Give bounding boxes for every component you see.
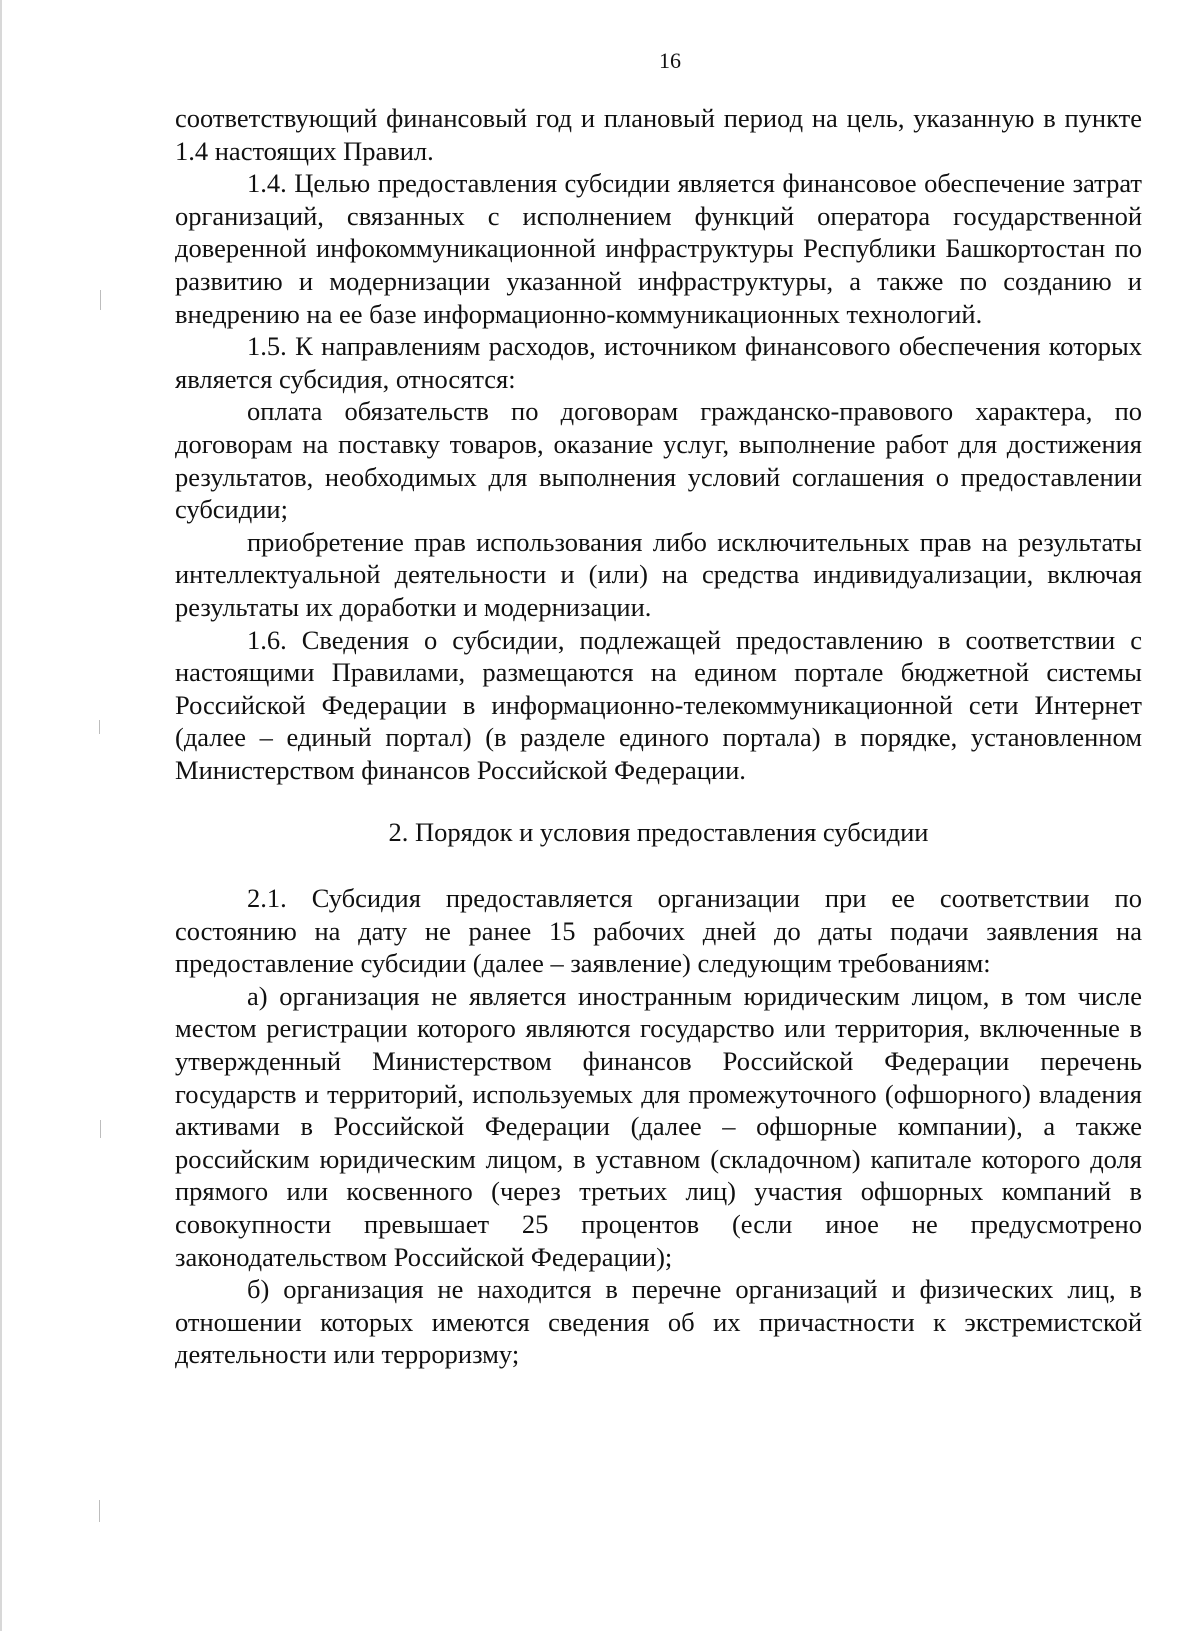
paragraph-2-1-a: а) организация не является иностранным юридическим лицом, в том числе местом регистрации которого являются государство или территория, включенные в утвержденный Министерством финансов Российской Федерации перечень государств и территорий, используемых для промежуточного (офшорного) владения активами в Российской Федерации (далее – офшорные компании), а также российским юридическим лицом, в уставном (складочном) капитале которого доля прямого или косвенного (через третьих лиц) участия офшорных компаний в совокупности превышает 25 процентов (если иное не предусмотрено законодательством Российской Федерации); [175,980,1142,1272]
document-body [175,102,1142,1371]
paragraph-2-1: 2.1. Субсидия предоставляется организации при ее соответствии по состоянию на дату не ранее 15 рабочих дней до даты подачи заявления на предоставление субсидии (далее – заявление) следующим требованиям: [175,883,1142,979]
scan-mark [99,720,100,734]
paragraph-continuation: соответствующий финансовый год и плановый период на цель, указанную в пункте 1.4 настоящих Правил. [175,103,1142,166]
section-heading: 2. Порядок и условия предоставления субсидии [388,817,929,848]
paragraph-1-6: 1.6. Сведения о субсидии, подлежащей предоставлению в соответствии с настоящими Правилами, размещаются на едином портале бюджетной системы Российской Федерации в информационно-телекоммуникационной сети Интернет (далее – единый портал) (в разделе единого портала) в порядке, установленном Министерством финансов Российской Федерации. [175,624,1142,785]
paragraph-1-5-item-1: оплата обязательств по договорам гражданско-правового характера, по договорам на поставку товаров, оказание услуг, выполнение работ для достижения результатов, необходимых для выполнения условий соглашения о предоставлении субсидии; [175,396,1142,525]
paragraph-1-5-item-2: приобретение прав использования либо исключительных прав на результаты интеллектуальной деятельности и (или) на средства индивидуализации, включая результаты их доработки и модернизации. [175,526,1142,622]
scan-mark [99,1500,100,1522]
paragraph-1-5: 1.5. К направлениям расходов, источником финансового обеспечения которых является субсидия, относятся: [175,331,1142,394]
scan-edge [0,0,2,1631]
scan-mark [100,290,101,310]
paragraph-1-4: 1.4. Целью предоставления субсидии является финансовое обеспечение затрат организаций, связанных с исполнением функций оператора государственной доверенной инфокоммуникационной инфраструктуры Республики Башкортостан по развитию и модернизации указанной инфраструктуры, а также по созданию и внедрению на ее базе информационно-коммуникационных технологий. [175,168,1142,329]
page-number: 16 [659,48,681,73]
paragraph-2-1-b: б) организация не находится в перечне организаций и физических лиц, в отношении которых имеются сведения об их причастности к экстремистской деятельности или терроризму; [175,1274,1142,1370]
scan-mark [100,1120,101,1138]
